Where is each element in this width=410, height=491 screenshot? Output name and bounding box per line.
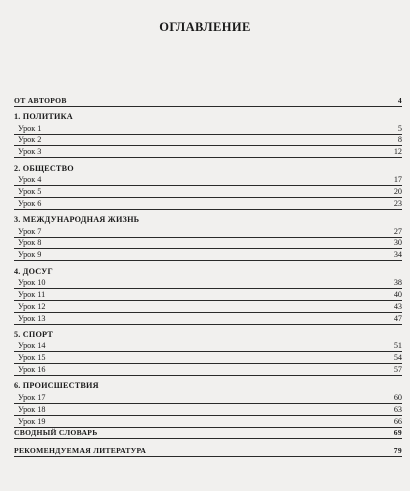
toc-entry-lesson bbox=[14, 249, 402, 261]
toc-entry-lesson bbox=[14, 198, 402, 210]
toc-page-number: 27 bbox=[393, 226, 402, 236]
toc-entry-label: Урок 8 bbox=[18, 238, 42, 248]
toc-page-number: 5 bbox=[397, 123, 402, 133]
toc-page-number: 54 bbox=[393, 353, 402, 363]
section-title-leisure: 4. ДОСУГ bbox=[14, 266, 53, 276]
toc-entry-lesson bbox=[14, 186, 402, 198]
toc-entry-intro bbox=[14, 95, 402, 107]
toc-entry-dictionary bbox=[14, 428, 402, 440]
toc-entry-lesson bbox=[14, 301, 402, 313]
toc-entry-lesson bbox=[14, 289, 402, 301]
toc-entry-label: РЕКОМЕНДУЕМАЯ ЛИТЕРАТУРА bbox=[14, 445, 147, 455]
toc-entry-lesson bbox=[14, 135, 402, 147]
toc-entry-label: Урок 17 bbox=[18, 392, 46, 402]
table-of-contents bbox=[14, 95, 402, 457]
toc-page-number: 20 bbox=[393, 186, 402, 196]
toc-entry-label: Урок 7 bbox=[18, 226, 42, 236]
toc-page-number: 69 bbox=[393, 428, 402, 438]
toc-entry-label: Урок 4 bbox=[18, 175, 42, 185]
section-title-sport: 5. СПОРТ bbox=[14, 329, 53, 339]
toc-page-number: 51 bbox=[393, 341, 402, 351]
toc-entry-lesson bbox=[14, 226, 402, 238]
toc-entry-label: Урок 9 bbox=[18, 250, 42, 260]
toc-entry-lesson bbox=[14, 238, 402, 250]
toc-page-number: 8 bbox=[397, 135, 402, 145]
toc-entry-label: Урок 6 bbox=[18, 198, 42, 208]
toc-entry-label: СВОДНЫЙ СЛОВАРЬ bbox=[14, 428, 98, 438]
toc-page-number: 66 bbox=[393, 416, 402, 426]
toc-page-number: 47 bbox=[393, 313, 402, 323]
toc-page-number: 23 bbox=[393, 198, 402, 208]
section-title-politics: 1. ПОЛИТИКА bbox=[14, 112, 73, 122]
toc-entry-label: Урок 11 bbox=[18, 289, 46, 299]
toc-page-number: 30 bbox=[393, 238, 402, 248]
toc-entry-lesson bbox=[14, 404, 402, 416]
toc-page-number: 40 bbox=[393, 289, 402, 299]
toc-entry-label: Урок 10 bbox=[18, 277, 46, 287]
toc-entry-label: Урок 3 bbox=[18, 147, 42, 157]
toc-entry-label: Урок 19 bbox=[18, 416, 46, 426]
toc-entry-lesson bbox=[14, 340, 402, 352]
toc-entry-lesson bbox=[14, 352, 402, 364]
toc-page-number: 43 bbox=[393, 301, 402, 311]
toc-entry-lesson bbox=[14, 392, 402, 404]
toc-page-number: 79 bbox=[393, 445, 402, 455]
toc-entry-label: Урок 14 bbox=[18, 341, 46, 351]
toc-entry-label: ОТ АВТОРОВ bbox=[14, 95, 67, 105]
toc-page-number: 57 bbox=[393, 365, 402, 375]
toc-page-number: 60 bbox=[393, 392, 402, 402]
toc-page-number: 17 bbox=[393, 175, 402, 185]
toc-entry-lesson bbox=[14, 416, 402, 428]
toc-entry-lesson bbox=[14, 364, 402, 376]
section-title-incidents: 6. ПРОИСШЕСТВИЯ bbox=[14, 381, 99, 391]
toc-page-number: 12 bbox=[393, 147, 402, 157]
section-title-international-life: 3. МЕЖДУНАРОДНАЯ ЖИЗНЬ bbox=[14, 215, 140, 225]
toc-entry-label: Урок 15 bbox=[18, 353, 46, 363]
toc-page-number: 38 bbox=[393, 277, 402, 287]
toc-entry-lesson bbox=[14, 277, 402, 289]
toc-entry-label: Урок 16 bbox=[18, 365, 46, 375]
page-title: ОГЛАВЛЕНИЕ bbox=[159, 20, 251, 34]
toc-entry-label: Урок 12 bbox=[18, 301, 46, 311]
toc-page-number: 4 bbox=[397, 95, 402, 105]
toc-entry-label: Урок 1 bbox=[18, 123, 42, 133]
toc-entry-lesson bbox=[14, 123, 402, 135]
toc-entry-lesson bbox=[14, 313, 402, 325]
toc-page-number: 63 bbox=[393, 404, 402, 414]
toc-entry-lesson bbox=[14, 146, 402, 158]
toc-entry-label: Урок 5 bbox=[18, 186, 42, 196]
toc-entry-label: Урок 18 bbox=[18, 404, 46, 414]
toc-entry-label: Урок 2 bbox=[18, 135, 42, 145]
section-title-society: 2. ОБЩЕСТВО bbox=[14, 163, 74, 173]
toc-entry-label: Урок 13 bbox=[18, 313, 46, 323]
toc-entry-lesson bbox=[14, 174, 402, 186]
toc-entry-literature bbox=[14, 445, 402, 457]
toc-page-number: 34 bbox=[393, 250, 402, 260]
